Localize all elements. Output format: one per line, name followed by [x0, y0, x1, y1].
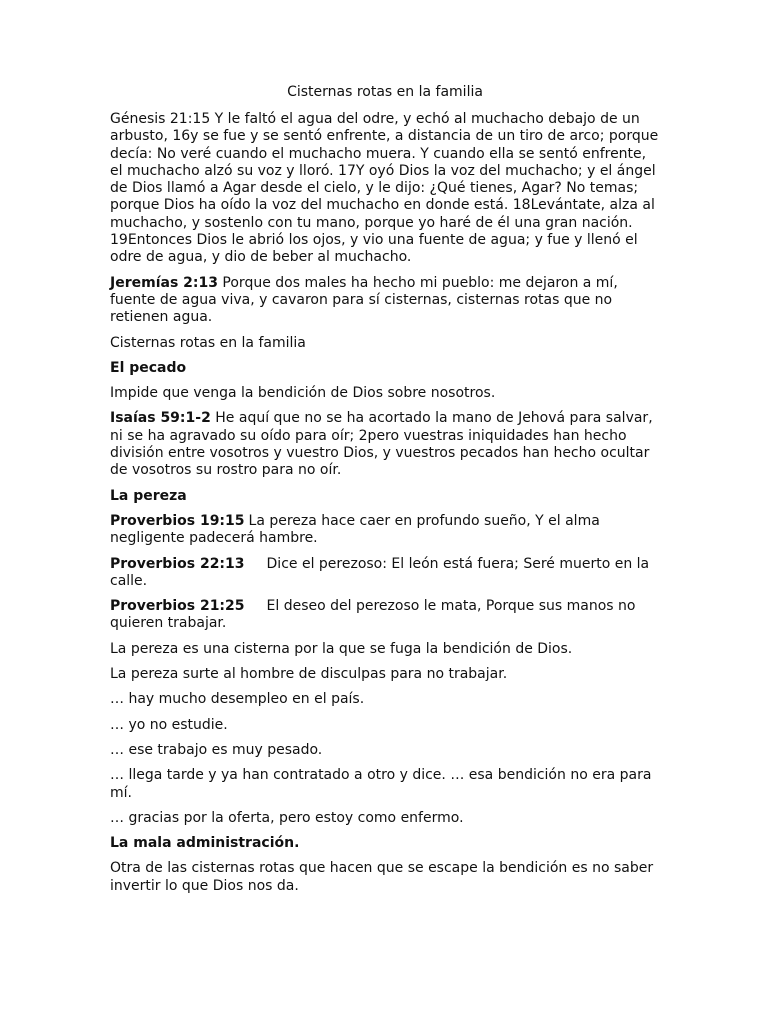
- jeremias-paragraph: [110, 275, 660, 327]
- proverbios-19-paragraph: [110, 513, 660, 548]
- excuse-item: … yo no estudie.: [110, 716, 228, 733]
- excuse-item: … ese trabajo es muy pesado.: [110, 741, 323, 758]
- genesis-paragraph: Génesis 21:15 Y le faltó el agua del odre, y echó al muchacho debajo de un arbusto, 16y se fue y se sentó enfrente, a distancia de un tiro de arco; porque decía: No veré cuando el muchacho muera. Y cuando ella se sentó enfrente, el muchacho alzó su voz y lloró. 17Y oyó Dios la voz del muchacho; y el ángel de Dios llamó a Agar desde el cielo, y le dijo: ¿Qué tienes, Agar? No temas; porque Dios ha oído la voz del muchacho en donde está. 18Levántate, alza al muchacho, y sostenlo con tu mano, porque yo haré de él una gran nación. 19Entonces Dios le abrió los ojos, y vio una fuente de agua; y fue y llenó el odre de agua, y dio de beber al muchacho.: [110, 111, 659, 266]
- proverbios-19-reference: Proverbios 19:15: [110, 512, 245, 529]
- proverbios-22-paragraph: [110, 556, 660, 591]
- proverbios-21-reference: Proverbios 21:25: [110, 598, 245, 615]
- surte-paragraph: La pereza surte al hombre de disculpas para no trabajar.: [110, 666, 508, 683]
- excuse-item: … gracias por la oferta, pero estoy como enfermo.: [110, 809, 464, 826]
- heading-administracion: La mala administración.: [110, 835, 300, 852]
- heading-pecado: El pecado: [110, 359, 187, 376]
- isaias-reference: Isaías 59:1-2: [110, 410, 211, 427]
- proverbios-19-text: La pereza hace caer en profundo sueño, Y el alma negligente padecerá hambre.: [110, 512, 600, 547]
- jeremias-text: Porque dos males ha hecho mi pueblo: me dejaron a mí, fuente de agua viva, y cavaron para sí cisternas, cisternas rotas que no retienen agua.: [110, 274, 618, 326]
- proverbios-22-text: Dice el perezoso: El león está fuera; Seré muerto en la calle.: [110, 555, 650, 589]
- excuse-item: … hay mucho desempleo en el país.: [110, 691, 365, 708]
- subtitle: Cisternas rotas en la familia: [110, 334, 306, 351]
- cisterna-paragraph: La pereza es una cisterna por la que se fuga la bendición de Dios.: [110, 640, 573, 657]
- document-title: Cisternas rotas en la familia: [287, 84, 483, 100]
- administracion-paragraph: Otra de las cisternas rotas que hacen que se escape la bendición es no saber invertir lo que Dios nos da.: [110, 860, 654, 894]
- isaias-text: He aquí que no se ha acortado la mano de Jehová para salvar, ni se ha agravado su oído para oír; 2pero vuestras iniquidades han hecho división entre vosotros y vuestro Dios, y vuestros pecados han hecho ocultar de vosotros su rostro para no oír.: [110, 410, 653, 479]
- proverbios-22-reference: Proverbios 22:13: [110, 555, 245, 572]
- proverbios-21-text: El deseo del perezoso le mata, Porque sus manos no quieren trabajar.: [110, 598, 636, 632]
- proverbios-21-paragraph: [110, 598, 660, 633]
- jeremias-reference: Jeremías 2:13: [110, 274, 218, 291]
- isaias-paragraph: [110, 410, 660, 479]
- heading-pereza: La pereza: [110, 487, 187, 504]
- pecado-paragraph: Impide que venga la bendición de Dios sobre nosotros.: [110, 385, 496, 402]
- excuse-item: … llega tarde y ya han contratado a otro y dice. … esa bendición no era para mí.: [110, 767, 652, 801]
